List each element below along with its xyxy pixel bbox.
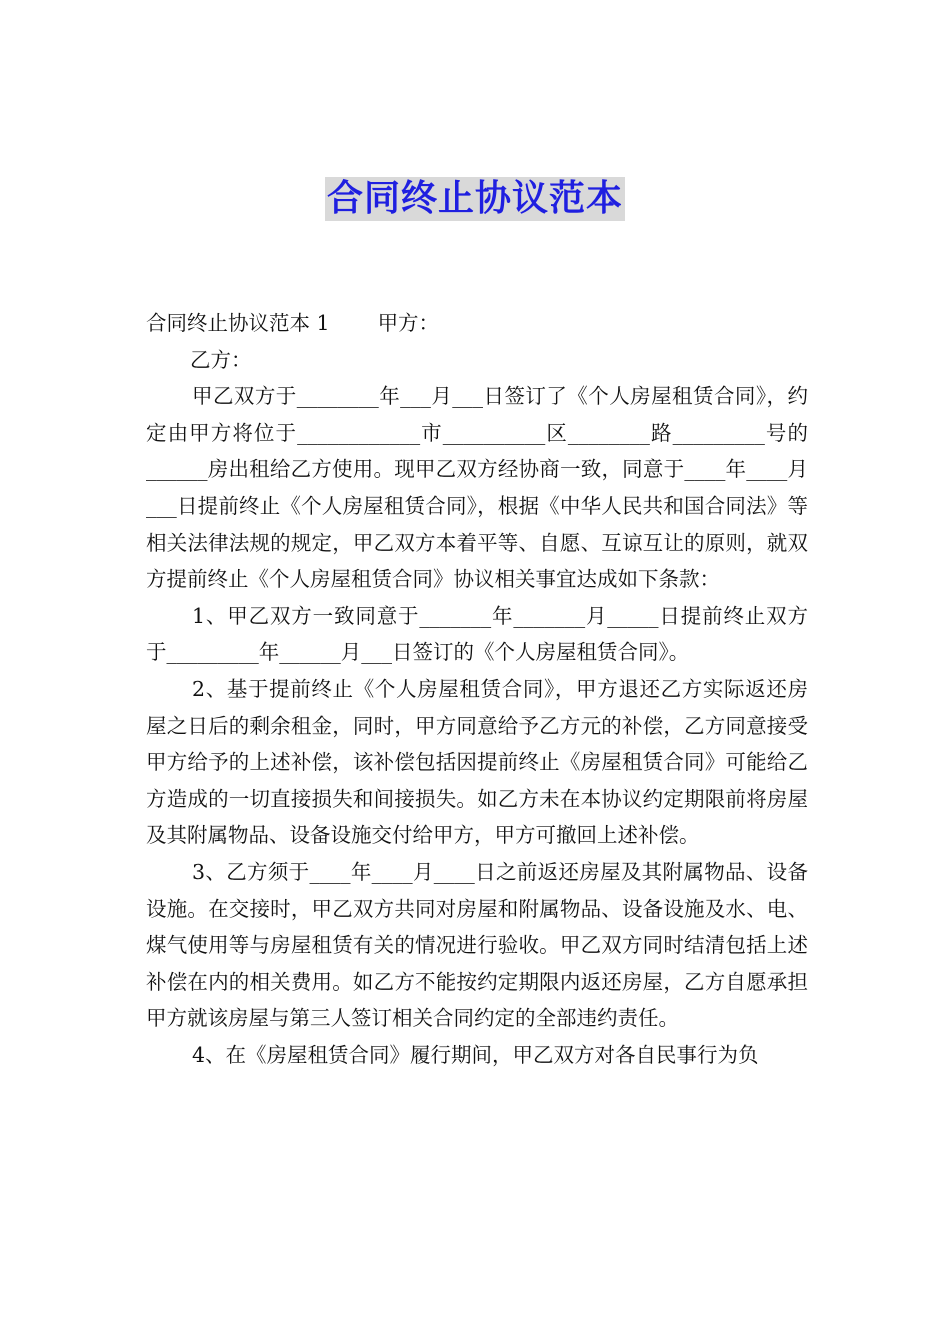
- document-title: 合同终止协议范本: [326, 178, 623, 219]
- paragraph-clause-2: 2、基于提前终止《个人房屋租赁合同》，甲方退还乙方实际返还房屋之日后的剩余租金，同时，甲方同意给予乙方元的补偿，乙方同意接受甲方给予的上述补偿，该补偿包括因提前终止《房屋租赁合同》可能给乙方造成的一切直接损失和间接损失。如乙方未在本协议约定期限前将房屋及其附属物品、设备设施交付给甲方，甲方可撤回上述补偿。: [146, 676, 808, 848]
- document-body: [146, 305, 808, 1073]
- party-b-line: 乙方：: [190, 347, 252, 372]
- paragraph-clause-4: 4、在《房屋租赁合同》履行期间，甲乙双方对各自民事行为负: [192, 1042, 759, 1067]
- header-line-left: 合同终止协议范本 1: [146, 311, 330, 335]
- header-line-right: 甲方：: [377, 311, 440, 335]
- header-line: [146, 305, 808, 342]
- paragraph-intro: 甲乙双方于________年___月___日签订了《个人房屋租赁合同》，约定由甲方将位于____________市__________区________路_________号的______房出租给乙方使用。现甲乙双方经协商一致，同意于____年____月___日提前终止《个人房屋租赁合同》，根据《中华人民共和国合同法》等相关法律法规的规定，甲乙双方本着平等、自愿、互谅互让的原则，就双方提前终止《个人房屋租赁合同》协议相关事宜达成如下条款：: [146, 384, 808, 592]
- paragraph-clause-1: 1、甲乙双方一致同意于_______年_______月_____日提前终止双方于_________年______月___日签订的《个人房屋租赁合同》。: [146, 603, 808, 665]
- paragraph-clause-3: 3、乙方须于____年____月____日之前返还房屋及其附属物品、设备设施。在交接时，甲乙双方共同对房屋和附属物品、设备设施及水、电、煤气使用等与房屋租赁有关的情况进行验收。甲乙双方同时结清包括上述补偿在内的相关费用。如乙方不能按约定期限内返还房屋，乙方自愿承担甲方就该房屋与第三人签订相关合同约定的全部违约责任。: [146, 859, 808, 1031]
- title-container: [0, 177, 950, 221]
